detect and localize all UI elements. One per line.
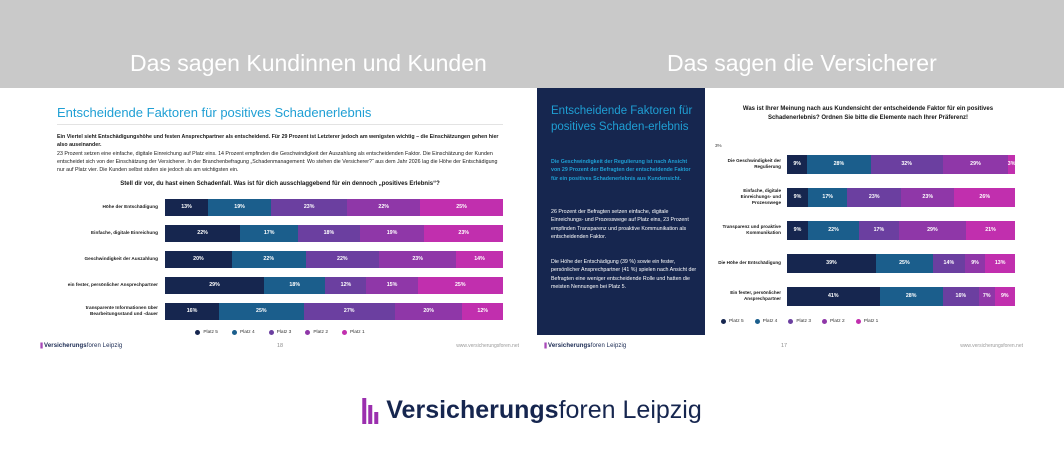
bar-segment: 9% — [787, 155, 807, 174]
stacked-bar — [787, 188, 1015, 207]
slide-left-title: Entscheidende Faktoren für positives Schadenerlebnis — [57, 105, 372, 120]
bar-segment: 16% — [943, 287, 979, 306]
bar-segment: 17% — [240, 225, 298, 242]
chart-row — [57, 274, 503, 296]
legend-label: Platz 2 — [830, 319, 845, 324]
chart-customers — [57, 196, 503, 335]
legend-label: Platz 5 — [729, 319, 744, 324]
chart-row — [715, 282, 1015, 310]
chart-row-label: Höhe der Entschädigung — [102, 204, 158, 210]
slide-right-paragraph-highlight: Die Geschwindigkeit der Regulierung ist nach Ansicht von 29 Prozent der Befragten der entscheidende Faktor für ein positives Schadenerlebnis aus Kundensicht. — [551, 159, 691, 182]
bar-segment: 23% — [847, 188, 901, 207]
slide-right-page-number: 17 — [780, 342, 788, 349]
bar-segment: 25% — [876, 254, 933, 273]
legend-dot-icon — [788, 319, 793, 324]
bar-segment: 9% — [787, 221, 808, 240]
headline-insurers: Das sagen die Versicherer — [667, 50, 937, 76]
stacked-bar — [787, 287, 1015, 306]
legend-item — [755, 319, 778, 324]
bar-segment: 39% — [787, 254, 876, 273]
bar-segment: 13% — [985, 254, 1015, 273]
bar-segment: 15% — [366, 277, 417, 294]
chart-row-label: Einfache, digitale Einreichungs- und Prozesswege — [740, 188, 781, 205]
bar-segment: 23% — [379, 251, 456, 268]
bar-segment: 9% — [965, 254, 986, 273]
bar-segment: 32% — [871, 155, 943, 174]
stacked-bar — [787, 254, 1015, 273]
chart-row-label: Die Geschwindigkeit der Regulierung — [727, 158, 781, 169]
bar-segment: 3% — [1008, 155, 1015, 174]
bar-segment: 41% — [787, 287, 880, 306]
chart-row — [57, 300, 503, 322]
bar-segment: 25% — [418, 277, 503, 294]
stacked-bar — [165, 251, 503, 268]
bar-segment: 25% — [420, 199, 503, 216]
bar-segment: 17% — [859, 221, 899, 240]
chart-row — [715, 183, 1015, 211]
slide-right-paragraph-2: 26 Prozent der Befragten setzen einfache, digitale Einreichungs- und Prozesswege auf Platz eins, 23 Prozent empfinden Transparenz und proaktive Kommunikation als entscheidenden Faktor. — [551, 209, 689, 241]
slide-left-question: Stell dir vor, du hast einen Schadenfall. Was ist für dich ausschlaggebend für ein dennoch „positives Erlebnis“? — [120, 181, 440, 187]
bar-segment: 22% — [165, 225, 240, 242]
legend-dot-icon — [721, 319, 726, 324]
slide-right-paragraph-3: Die Höhe der Entschädigung (39 %) sowie ein fester, persönlicher Ansprechpartner (41 %) spielen nach Ansicht der Befragten eine weniger entscheidende Rolle und hatten die meisten Nennungen bei Platz 5. — [551, 259, 697, 291]
bar-segment: 28% — [880, 287, 943, 306]
chart-legend — [721, 319, 1015, 324]
slide-right-question: Was ist Ihrer Meinung nach aus Kundensicht der entscheidende Faktor für ein positives Schadenerlebnis? Ordnen Sie bitte die Elemente nach Ihrer Präferenz! — [742, 106, 994, 121]
bar-segment: 22% — [808, 221, 859, 240]
bar-segment: 7% — [979, 287, 995, 306]
legend-label: Platz 1 — [863, 319, 879, 324]
legend-dot-icon — [755, 319, 760, 324]
bar-segment: 18% — [264, 277, 325, 294]
chart-row-label: ein fester, persönlicher Ansprechpartner — [67, 282, 158, 288]
legend-item — [856, 319, 879, 324]
legend-label: Platz 2 — [313, 330, 328, 335]
chart-row — [715, 150, 1015, 178]
chart-row — [715, 249, 1015, 277]
bar-segment: 21% — [966, 221, 1015, 240]
bar-segment: 29% — [165, 277, 264, 294]
chart-row-label: Ein fester, persönlicher Ansprechpartner — [730, 290, 781, 301]
slide-left-footer — [33, 335, 527, 356]
chart-row-label: transparente Informationen über Bearbeitungsstand und -dauer — [85, 305, 158, 316]
stacked-bar — [787, 221, 1015, 240]
chart-row-label: Einfache, digitale Einreichung — [91, 230, 158, 236]
bar-segment: 25% — [219, 303, 304, 320]
bar-segment: 19% — [208, 199, 271, 216]
chart-row-label: Geschwindigkeit der Auszahlung — [84, 256, 158, 262]
legend-label: Platz 4 — [239, 330, 255, 335]
brand-logo — [362, 396, 701, 425]
legend-label: Platz 3 — [796, 319, 812, 324]
bar-segment: 14% — [456, 251, 503, 268]
bar-segment: 22% — [347, 199, 420, 216]
stacked-bar — [787, 155, 1015, 174]
bar-segment: 18% — [298, 225, 359, 242]
bar-segment: 13% — [165, 199, 208, 216]
bar-segment: 29% — [943, 155, 1008, 174]
stacked-bar — [165, 199, 503, 216]
bar-segment: 22% — [232, 251, 306, 268]
chart-row — [57, 196, 503, 218]
legend-dot-icon — [856, 319, 861, 324]
logo-wordmark-bold: Versicherungs — [386, 396, 559, 424]
footer-logo-right: ||| Versicherungsforen Leipzig — [544, 342, 627, 349]
bar-segment: 12% — [325, 277, 366, 294]
legend-item — [788, 319, 811, 324]
bar-segment: 20% — [395, 303, 463, 320]
bar-segment: 19% — [360, 225, 425, 242]
logo-wordmark-thin: foren Leipzig — [558, 396, 702, 424]
chart-row-label: Die Höhe der Entschädigung — [718, 260, 781, 266]
bar-segment: 26% — [954, 188, 1014, 207]
bar-segment: 9% — [995, 287, 1015, 306]
slide-left-divider — [57, 124, 503, 125]
legend-item — [721, 319, 744, 324]
bar-segment: 12% — [462, 303, 503, 320]
bar-segment: 23% — [424, 225, 503, 242]
bar-segment: 28% — [807, 155, 870, 174]
chart-row — [715, 216, 1015, 244]
slide-right-url: www.versicherungsforen.net — [960, 342, 1023, 349]
slide-left-paragraph-bold: Ein Viertel sieht Entschädigungshöhe und festen Ansprechpartner als entscheidend. Für 29 Prozent ist Letzterer jedoch am wenigsten wichtig – die Einschätzungen gehen hier also auseinander. — [57, 134, 499, 149]
stacked-bar — [165, 277, 503, 294]
legend-label: Platz 5 — [203, 330, 218, 335]
footer-logo-left: ||| Versicherungsforen Leipzig — [40, 342, 123, 349]
bar-segment: 22% — [306, 251, 380, 268]
slide-customers[interactable] — [33, 88, 527, 356]
slide-left-url: www.versicherungsforen.net — [456, 342, 519, 349]
chart-row-label: Transparenz und proaktive Kommunikation — [722, 224, 781, 235]
slide-right-top-note: 3% — [715, 143, 722, 148]
bar-segment: 29% — [899, 221, 966, 240]
chart-insurers — [715, 150, 1015, 324]
stacked-bar — [165, 303, 503, 320]
bar-segment: 27% — [304, 303, 395, 320]
legend-label: Platz 3 — [276, 330, 292, 335]
slide-right-footer — [537, 335, 1031, 356]
bar-segment: 23% — [901, 188, 955, 207]
bar-segment: 14% — [933, 254, 965, 273]
legend-dot-icon — [822, 319, 827, 324]
bar-segment: 20% — [165, 251, 232, 268]
bar-segment: 16% — [165, 303, 219, 320]
slide-insurers[interactable] — [537, 88, 1031, 356]
slide-left-page-number: 18 — [276, 342, 284, 349]
legend-label: Platz 4 — [762, 319, 778, 324]
bar-segment: 17% — [808, 188, 848, 207]
logo-wordmark — [386, 396, 701, 425]
slide-left-paragraph-body: 23 Prozent setzen eine einfache, digitale Einreichung auf Platz eins. 14 Prozent empfinden die Geschwindigkeit der Auszahlung als entscheidenden Faktor. Die Einschätzung der Kunden entscheidet sich von der Einschätzung der Versicherer. In der Branchenbefragung „Schadenmanagement: Wo stehen die Versicherer?“ aus dem Jahr 2026 lag die Höhe der Entschädigung nur auf Platz vier. Die Kunden selbst stufen sie jedoch als am wichtigsten ein. — [57, 151, 498, 174]
slide-right-title: Entscheidende Faktoren für positives Schaden-erlebnis — [551, 105, 693, 133]
bar-segment: 9% — [787, 188, 808, 207]
headline-customers: Das sagen Kundinnen und Kunden — [130, 50, 487, 76]
legend-item — [822, 319, 845, 324]
legend-label: Platz 1 — [350, 330, 365, 335]
chart-row — [57, 248, 503, 270]
bar-segment: 23% — [271, 199, 347, 216]
logo-bars-icon — [362, 398, 378, 424]
chart-row — [57, 222, 503, 244]
stacked-bar — [165, 225, 503, 242]
